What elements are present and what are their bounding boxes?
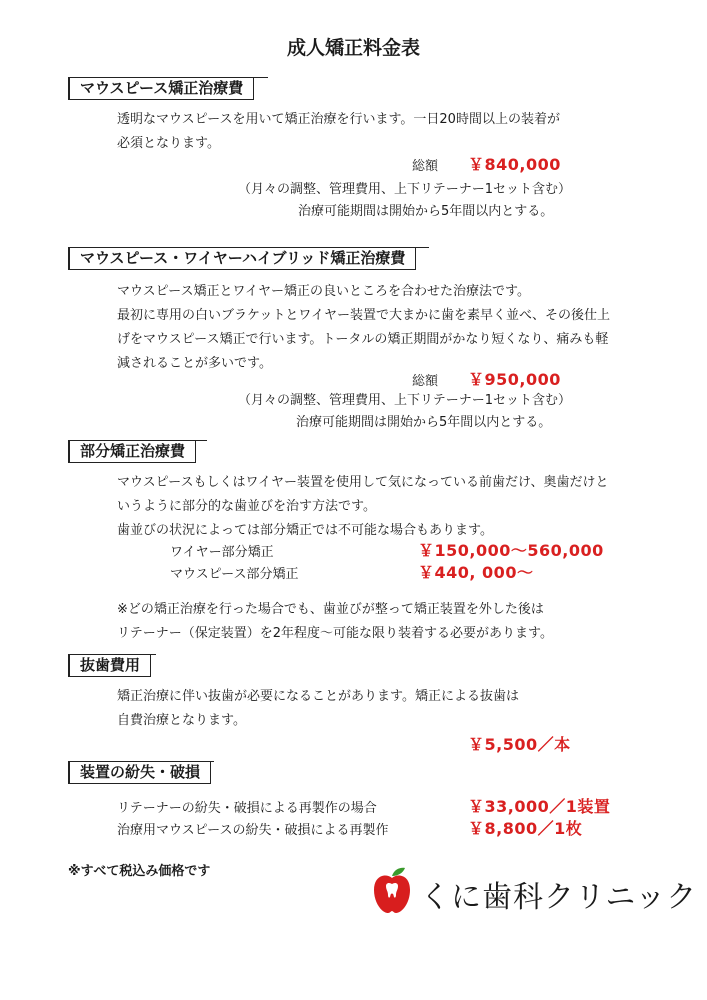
text-line: いうように部分的な歯並びを治す方法です。 [117,499,376,514]
heading-rule [68,440,207,441]
loss-item-price: ￥33,000／1装置 [468,797,611,816]
heading-rule [68,247,429,248]
text-line: リテーナー（保定装置）を2年程度～可能な限り装着する必要があります。 [117,626,553,641]
loss-item-label: リテーナーの紛失・破損による再製作の場合 [117,801,377,816]
heading-rule [68,761,214,762]
text-line: 自費治療となります。 [117,713,246,728]
loss-item-price: ￥8,800／1枚 [468,819,583,838]
retainer-notes [117,598,553,646]
hybrid-total-price: ￥950,000 [468,370,561,389]
partial-item-price: ￥440, 000～ [418,563,534,582]
page-title: 成人矯正料金表 [286,37,420,59]
included-note: （月々の調整、管理費用、上下リテーナー1セット含む） [238,182,572,197]
text-line: 減されることが多いです。 [117,356,272,371]
text-line: 必須となります。 [117,136,220,151]
total-label: 総額 [412,159,439,174]
text-line: 透明なマウスピースを用いて矯正治療を行います。一日20時間以上の装着が [117,112,560,127]
extraction-description [117,685,519,733]
text-line: ※どの矯正治療を行った場合でも、歯並びが整って矯正装置を外した後は [117,602,544,617]
clinic-logo [370,866,698,916]
text-line: 矯正治療に伴い抜歯が必要になることがあります。矯正による抜歯は [117,689,519,704]
total-label: 総額 [412,374,439,389]
apple-tooth-icon [370,866,414,916]
section-heading-partial: 部分矯正治療費 [68,440,196,463]
hybrid-description [117,280,610,376]
mouthpiece-total-price: ￥840,000 [468,155,561,174]
section-heading-extraction: 抜歯費用 [68,654,151,677]
clinic-name: くに歯科クリニック [420,880,698,915]
period-note: 治療可能期間は開始から5年間以内とする。 [296,415,552,430]
section-heading-hybrid: マウスピース・ワイヤーハイブリッド矯正治療費 [68,247,416,270]
period-note: 治療可能期間は開始から5年間以内とする。 [298,204,554,219]
extraction-price: ￥5,500／本 [468,735,571,754]
heading-rule [68,654,156,655]
partial-item-price: ￥150,000～560,000 [418,541,604,560]
mouthpiece-description [117,108,560,156]
partial-item-label: ワイヤー部分矯正 [170,545,274,560]
included-note: （月々の調整、管理費用、上下リテーナー1セット含む） [238,393,572,408]
text-line: げをマウスピース矯正で行います。トータルの矯正期間がかなり短くなり、痛みも軽 [117,332,609,347]
text-line: 歯並びの状況によっては部分矯正では不可能な場合もあります。 [117,523,493,538]
text-line: マウスピース矯正とワイヤー矯正の良いところを合わせた治療法です。 [117,284,531,299]
section-heading-mouthpiece: マウスピース矯正治療費 [68,77,254,100]
text-line: マウスピースもしくはワイヤー装置を使用して気になっている前歯だけ、奥歯だけと [117,475,609,490]
partial-description [117,471,609,543]
section-heading-loss: 装置の紛失・破損 [68,761,211,784]
partial-item-label: マウスピース部分矯正 [170,567,299,582]
text-line: 最初に専用の白いブラケットとワイヤー装置で大まかに歯を素早く並べ、その後仕上 [117,308,610,323]
loss-item-label: 治療用マウスピースの紛失・破損による再製作 [117,823,389,838]
tax-included-note: ※すべて税込み価格です [68,864,211,879]
heading-rule [68,77,268,78]
